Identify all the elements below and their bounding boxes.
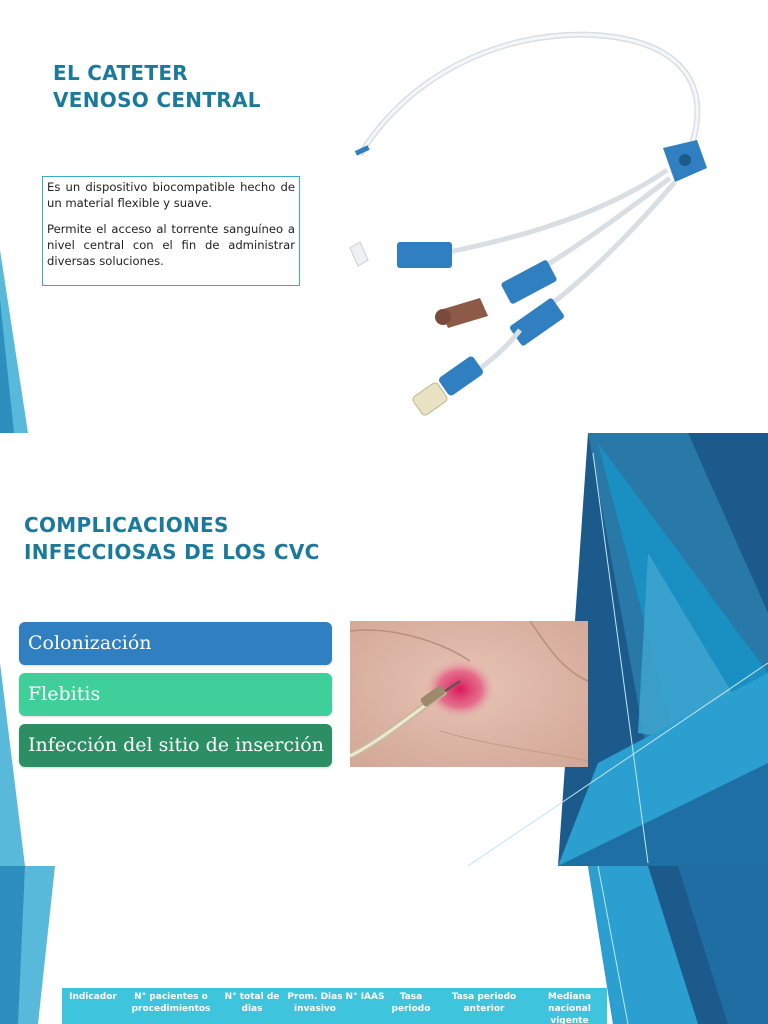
complication-flebitis bbox=[19, 673, 332, 716]
table-header-cell: Prom. Dias invasivo bbox=[286, 988, 344, 1024]
catheter-image bbox=[345, 20, 725, 430]
complication-label: Infección del sitio de inserción bbox=[28, 734, 324, 756]
slide-cateter bbox=[0, 0, 768, 433]
title-line-2: VENOSO CENTRAL bbox=[53, 88, 261, 112]
slide-complicaciones bbox=[0, 433, 768, 866]
table-header-row bbox=[62, 988, 607, 1024]
table-header-cell: N° pacientes o procedimientos bbox=[124, 988, 218, 1024]
table-header-cell: Mediana nacional vigente bbox=[532, 988, 607, 1024]
left-edge-decoration bbox=[0, 0, 40, 433]
complication-label: Colonización bbox=[28, 632, 152, 654]
complication-colonizacion bbox=[19, 622, 332, 665]
complication-infeccion-sitio bbox=[19, 724, 332, 767]
insertion-site-photo bbox=[350, 621, 588, 767]
description-box bbox=[42, 176, 300, 286]
left-edge-decoration bbox=[0, 866, 60, 1024]
table-header-cell: Tasa periodo anterior bbox=[436, 988, 532, 1024]
table-header-cell: Indicador bbox=[62, 988, 124, 1024]
table-header-cell: Tasa periodo bbox=[386, 988, 436, 1024]
table-header-cell: N° total de dias bbox=[218, 988, 286, 1024]
slide-title bbox=[53, 60, 261, 114]
indicators-table bbox=[62, 988, 607, 1024]
right-geometric-decoration bbox=[588, 866, 768, 1024]
description-paragraph-2: Permite el acceso al torrente sanguíneo a nivel central con el fin de administrar diversas soluciones. bbox=[47, 222, 295, 268]
slide-indicadores bbox=[0, 866, 768, 1024]
slide-title bbox=[24, 512, 320, 566]
title-line-1: EL CATETER bbox=[53, 61, 188, 85]
table-header-cell: N° IAAS bbox=[344, 988, 386, 1024]
description-paragraph-1: Es un dispositivo biocompatible hecho de un material flexible y suave. bbox=[47, 180, 295, 210]
title-line-1: COMPLICACIONES bbox=[24, 513, 229, 537]
title-line-2: INFECCIOSAS DE LOS CVC bbox=[24, 540, 320, 564]
complication-label: Flebitis bbox=[28, 683, 101, 705]
